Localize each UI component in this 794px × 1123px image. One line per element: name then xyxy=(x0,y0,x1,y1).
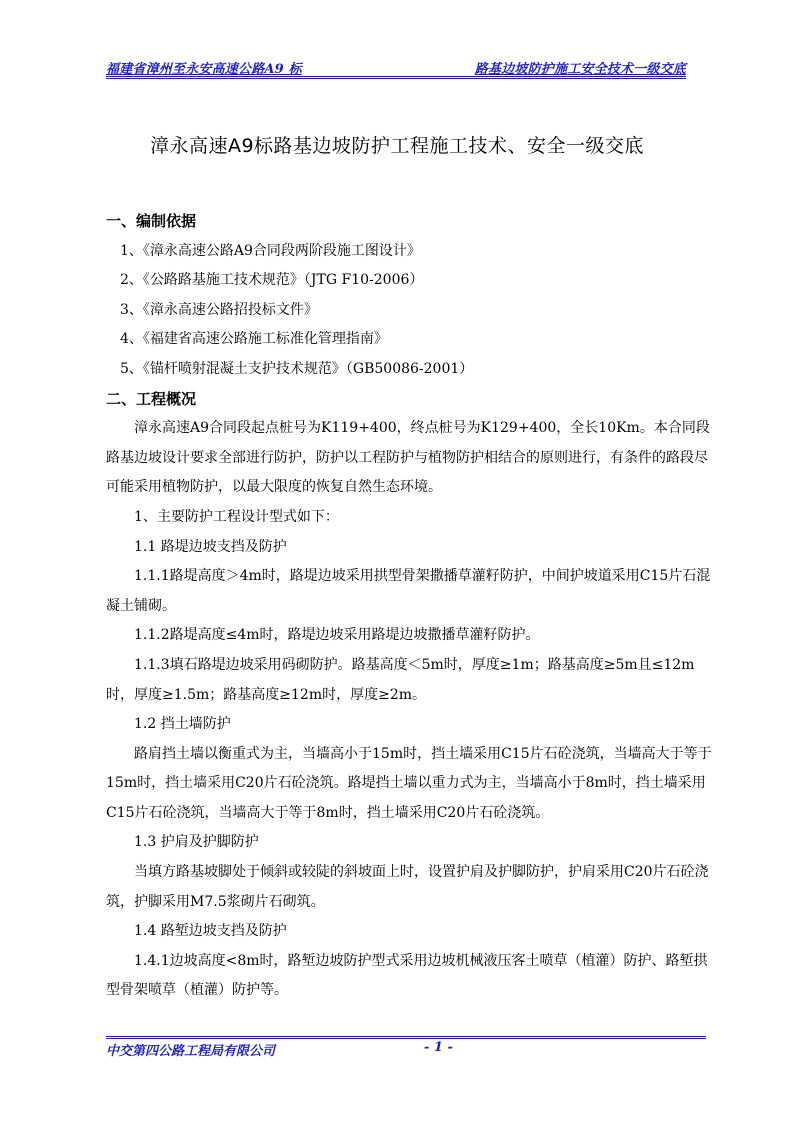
page-footer xyxy=(106,1040,706,1060)
clause-1-4-1: 1.4.1边坡高度<8m时，路堑边坡防护型式采用边坡机械液压客土喷草（植灌）防护、路堑拱型骨架喷草（植灌）防护等。 xyxy=(106,952,708,999)
page-header xyxy=(106,58,686,78)
clause-1-1-1: 1.1.1路堤高度＞4m时，路堤边坡采用拱型骨架撒播草灌籽防护，中间护坡道采用C15片石混凝土铺砌。 xyxy=(106,568,711,614)
reference-item: 1、《漳永高速公路A9合同段两阶段施工图设计》 xyxy=(120,242,421,259)
subsection-title-1-4: 1.4 路堑边坡支挡及防护 xyxy=(134,923,287,940)
clause-1-1-2: 1.1.2路堤高度≤4m时，路堤边坡采用路堤边坡撒播草灌籽防护。 xyxy=(134,627,540,644)
forms-intro: 1、主要防护工程设计型式如下： xyxy=(134,508,339,525)
clause-1-1-3: 1.1.3填石路堤边坡采用码砌防护。路基高度＜5m时，厚度≥1m；路基高度≥5m且≤12m时，厚度≥1.5m；路基高度≥12m时，厚度≥2m。 xyxy=(106,656,695,703)
overview-paragraph: 漳永高速A9合同段起点桩号为K119+400，终点桩号为K129+400，全长10Km。本合同段路基边坡设计要求全部进行防护，防护以工程防护与植物防护相结合的原则进行，有条件的路段尽可能采用植物防护，以最大限度的恢复自然生态环境。 xyxy=(106,420,710,496)
header-project-name: 福建省漳州至永安高速公路A9 标 xyxy=(106,62,302,77)
shoulder-toe-paragraph: 当填方路基坡脚处于倾斜或较陡的斜坡面上时，设置护肩及护脚防护，护肩采用C20片石砼浇筑，护脚采用M7.5浆砌片石砌筑。 xyxy=(106,864,709,910)
reference-item: 2、《公路路基施工技术规范》（JTG F10-2006） xyxy=(120,272,424,289)
reference-item: 4、《福建省高速公路施工标准化管理指南》 xyxy=(120,331,388,348)
document-body xyxy=(106,207,718,1006)
subsection-title-1-1: 1.1 路堤边坡支挡及防护 xyxy=(134,538,287,555)
section-heading-overview: 二、工程概况 xyxy=(106,389,197,408)
page-number: - 1 - xyxy=(424,1040,453,1055)
header-document-name: 路基边坡防护施工安全技术一级交底 xyxy=(474,62,686,77)
retaining-wall-paragraph: 路肩挡土墙以衡重式为主，当墙高小于15m时，挡土墙采用C15片石砼浇筑，当墙高大于等于15m时，挡土墙采用C20片石砼浇筑。路堤挡土墙以重力式为主，当墙高小于8m时，挡土墙采用C15片石砼浇筑，当墙高大于等于8m时，挡土墙采用C20片石砼浇筑。 xyxy=(106,745,712,821)
header-rule xyxy=(106,76,686,80)
document-title: 漳永高速A9标路基边坡防护工程施工技术、安全一级交底 xyxy=(149,135,645,157)
footer-company: 中交第四公路工程局有限公司 xyxy=(106,1044,276,1059)
subsection-title-1-2: 1.2 挡土墙防护 xyxy=(134,716,231,733)
reference-item: 5、《锚杆喷射混凝土支护技术规范》（GB50086-2001） xyxy=(120,360,474,377)
reference-item: 3、《漳永高速公路招投标文件》 xyxy=(120,301,318,318)
section-heading-basis: 一、编制依据 xyxy=(106,212,197,230)
subsection-title-1-3: 1.3 护肩及护脚防护 xyxy=(134,834,259,851)
